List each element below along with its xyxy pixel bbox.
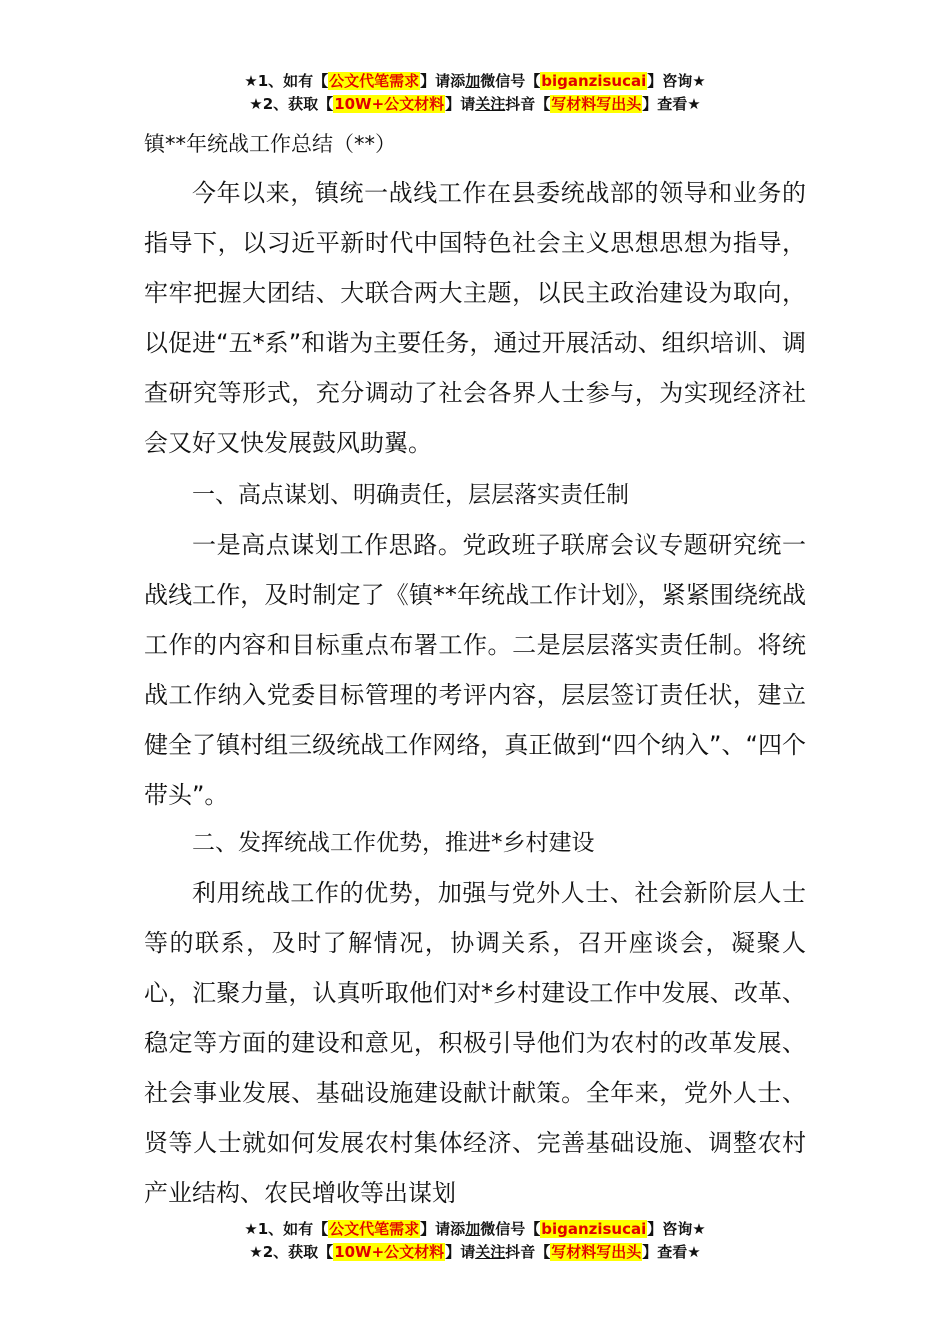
paragraph-section-1: 一是高点谋划工作思路。党政班子联席会议专题研究统一战线工作，及时制定了《镇**年统战工作计划》，紧紧围绕统战工作的内容和目标重点布署工作。二是层层落实责任制。将统战工作纳入党委目标管理的考评内容，层层签订责任状，建立健全了镇村组三级统战工作网络，真正做到“四个纳入”、“四个带头”。: [144, 531, 806, 809]
banner-text: ★1、如有【: [244, 1220, 329, 1238]
paragraph-section-2: 利用统战工作的优势，加强与党外人士、社会新阶层人士等的联系，及时了解情况，协调关系，召开座谈会，凝聚人心，汇聚力量，认真听取他们对*乡村建设工作中发展、改革、稳定等方面的建设和意见，积极引导他们为农村的改革发展、社会事业发展、基础设施建设献计献策。全年来，党外人士、贤等人士就如何发展农村集体经济、完善基础设施、调整农村产业结构、农民增收等出谋划: [144, 879, 806, 1207]
banner-text: 抖音【: [505, 1243, 551, 1261]
banner-text: 】请: [445, 1243, 476, 1261]
banner-highlight: 写材料写出头: [551, 1243, 642, 1261]
banner-highlight: biganzisucai: [541, 72, 647, 90]
banner-text: 】咨询★: [647, 1220, 706, 1238]
banner-highlight: 公文代笔需求: [329, 72, 420, 90]
banner-text: 】请添: [420, 72, 466, 90]
banner-line-1: [0, 70, 950, 93]
banner-text: ★2、获取【: [249, 1243, 334, 1261]
banner-emphasis: 加: [465, 1220, 481, 1238]
banner-line-2: [0, 93, 950, 116]
section-heading-2: 二、发挥统战工作优势，推进*乡村建设: [192, 830, 595, 856]
banner-emphasis: 关注: [475, 1243, 506, 1261]
banner-text: 微信号【: [480, 1220, 541, 1238]
banner-text: 】请添: [420, 1220, 466, 1238]
banner-emphasis: 关注: [475, 95, 506, 113]
banner-text: 】查看★: [642, 95, 701, 113]
banner-text: 微信号【: [480, 72, 541, 90]
banner-highlight: 公文代笔需求: [329, 1220, 420, 1238]
paragraph-intro: 今年以来，镇统一战线工作在县委统战部的领导和业务的指导下，以习近平新时代中国特色社会主义思想思想为指导，牢牢把握大团结、大联合两大主题，以民主政治建设为取向，以促进“五*系”和谐为主要任务，通过开展活动、组织培训、调查研究等形式，充分调动了社会各界人士参与，为实现经济社会又好又快发展鼓风助翼。: [144, 179, 806, 457]
banner-highlight: biganzisucai: [541, 1220, 647, 1238]
banner-highlight: 10W+公文材料: [334, 95, 445, 113]
banner-emphasis: 加: [465, 72, 481, 90]
banner-text: ★2、获取【: [249, 95, 334, 113]
banner-text: 】请: [445, 95, 476, 113]
banner-text: 抖音【: [505, 95, 551, 113]
banner-line-1: [0, 1218, 950, 1241]
section-heading-1: 一、高点谋划、明确责任，层层落实责任制: [192, 482, 629, 508]
banner-text: 】查看★: [642, 1243, 701, 1261]
ad-banner-top: [0, 70, 950, 116]
banner-highlight: 10W+公文材料: [334, 1243, 445, 1261]
banner-highlight: 写材料写出头: [551, 95, 642, 113]
banner-text: ★1、如有【: [244, 72, 329, 90]
ad-banner-bottom: [0, 1218, 950, 1264]
banner-line-2: [0, 1241, 950, 1264]
banner-text: 】咨询★: [647, 72, 706, 90]
document-title: 镇**年统战工作总结（**）: [144, 132, 396, 156]
